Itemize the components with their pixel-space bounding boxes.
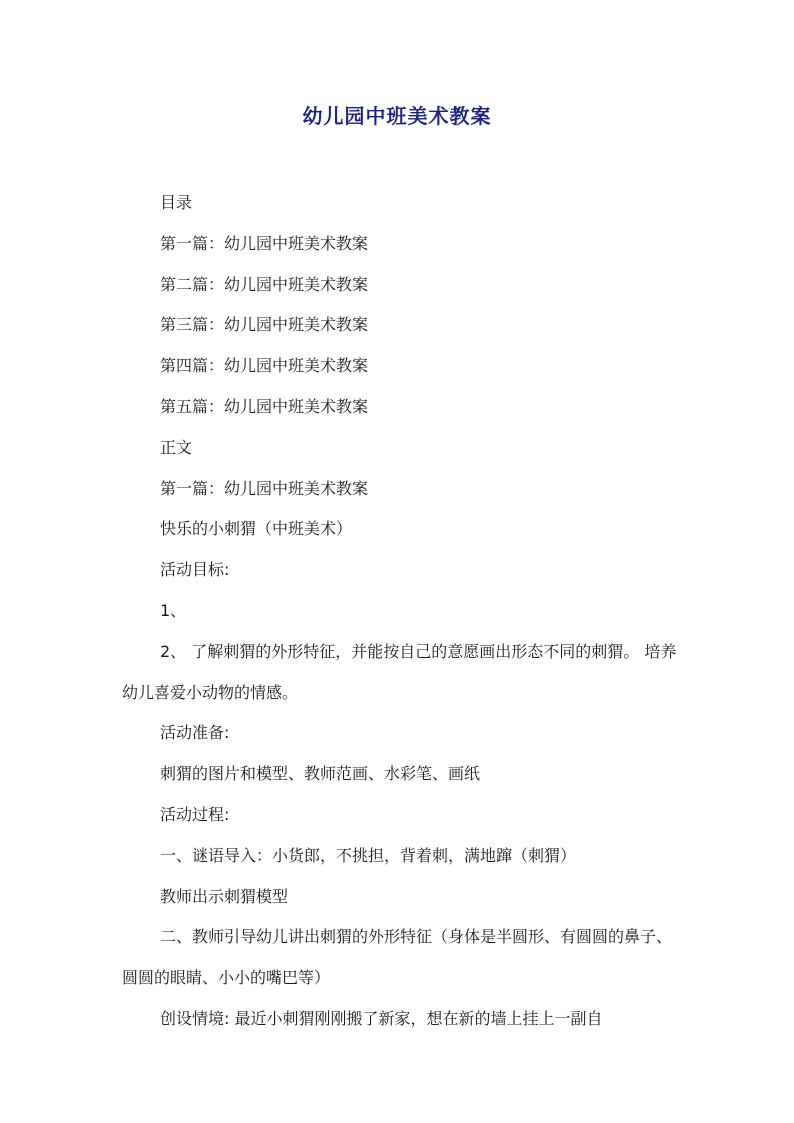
paragraph-goal-2: 2、 了解刺猬的外形特征，并能按自己的意愿画出形态不同的刺猬。 培养幼儿喜爱小动物的情感。 bbox=[122, 641, 677, 702]
paragraph-step-1: 一、谜语导入：小货郎，不挑担，背着刺，满地蹿（刺猬） bbox=[160, 845, 577, 865]
paragraph-scenario: 创设情境: 最近小刺猬刚刚搬了新家，想在新的墙上挂上一副自 bbox=[160, 1008, 603, 1028]
paragraph-toc-item-4: 第四篇：幼儿园中班美术教案 bbox=[160, 356, 369, 376]
paragraph-lesson-title: 快乐的小刺猬（中班美术） bbox=[160, 519, 353, 539]
paragraph-process-heading: 活动过程: bbox=[160, 804, 230, 824]
paragraph-toc-item-3: 第三篇：幼儿园中班美术教案 bbox=[160, 315, 369, 335]
paragraph-prep-heading: 活动准备: bbox=[160, 723, 230, 743]
paragraph-step-1-note: 教师出示刺猬模型 bbox=[160, 886, 289, 906]
paragraph-toc-item-5: 第五篇：幼儿园中班美术教案 bbox=[160, 396, 369, 416]
paragraph-toc-item-2: 第二篇：幼儿园中班美术教案 bbox=[160, 274, 369, 294]
paragraph-toc-heading: 目录 bbox=[160, 193, 193, 212]
paragraph-body-heading: 正文 bbox=[160, 437, 193, 457]
document-body bbox=[122, 183, 682, 1040]
paragraph-toc-item-1: 第一篇：幼儿园中班美术教案 bbox=[160, 233, 369, 253]
paragraph-goal-1: 1、 bbox=[160, 600, 187, 620]
paragraph-section-title: 第一篇：幼儿园中班美术教案 bbox=[160, 478, 369, 498]
paragraph-goals-heading: 活动目标: bbox=[160, 560, 230, 580]
paragraph-step-2: 二、教师引导幼儿讲出刺猬的外形特征（身体是半圆形、有圆圆的鼻子、圆圆的眼睛、小小的嘴巴等） bbox=[122, 927, 673, 988]
document-title: 幼儿园中班美术教案 bbox=[302, 104, 492, 128]
paragraph-prep-items: 刺猬的图片和模型、教师范画、水彩笔、画纸 bbox=[160, 764, 481, 784]
